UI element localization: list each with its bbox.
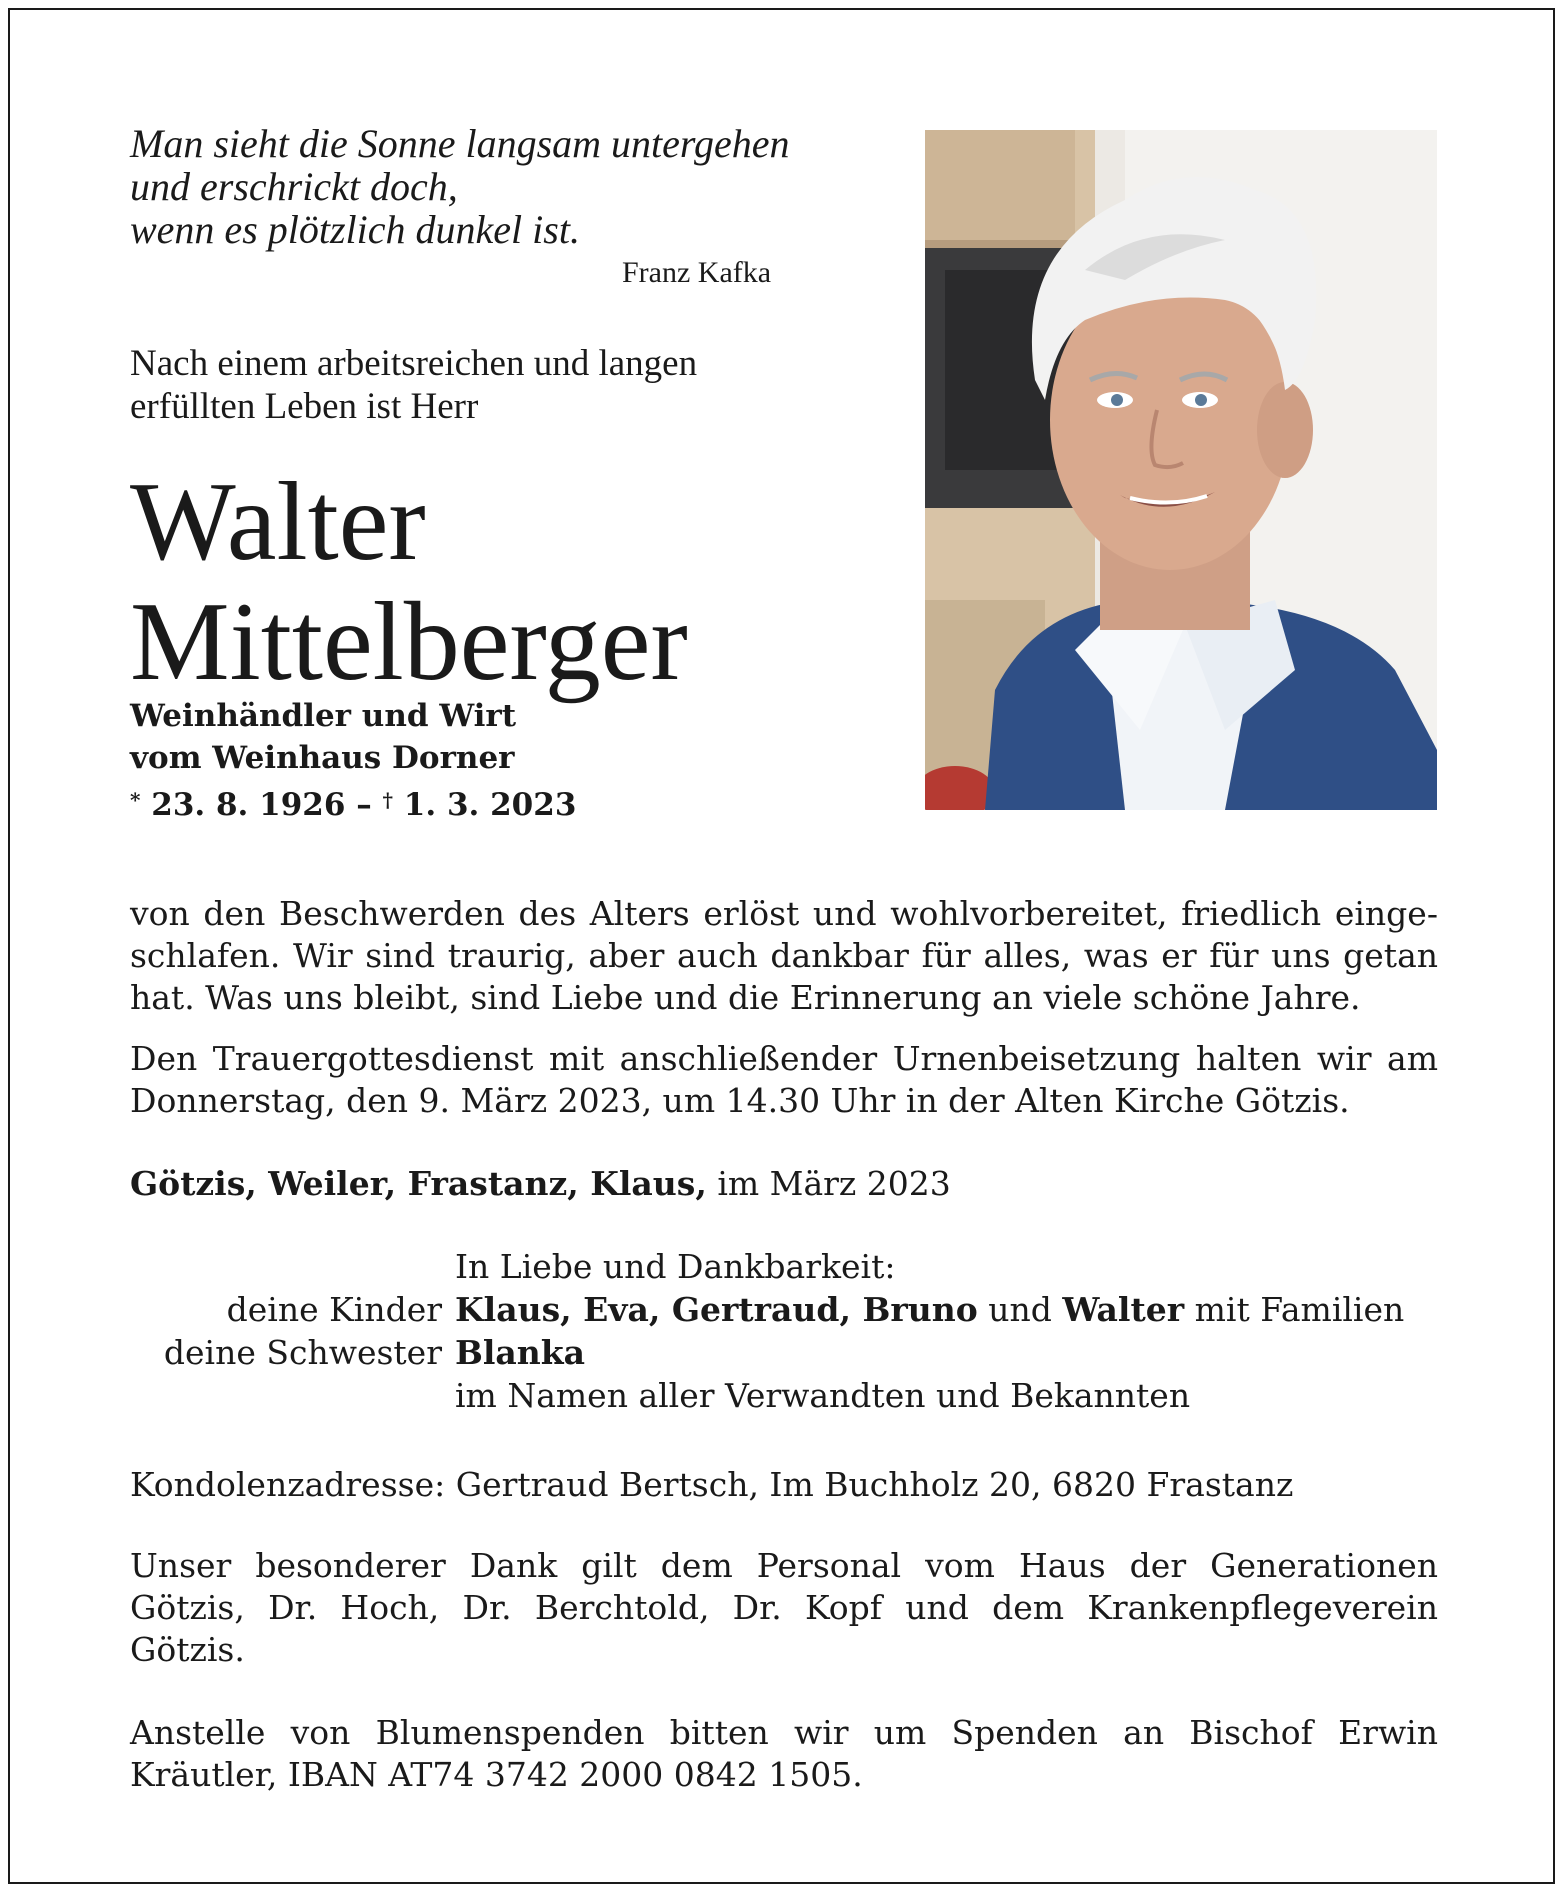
- paragraph-line: Götzis.: [130, 1630, 245, 1669]
- death-date: 1. 3. 2023: [403, 787, 577, 823]
- paragraph-line: Kräutler, IBAN AT74 3742 2000 0842 1505.: [130, 1755, 863, 1794]
- paragraph-line: von den Beschwerden des Alters erlöst und wohlvorbereitet, friedlich einge-: [130, 894, 1438, 933]
- main-paragraph: [130, 893, 1438, 1019]
- first-name: Walter: [130, 460, 426, 584]
- condolence-address: [130, 1464, 1438, 1506]
- life-dates: [130, 779, 576, 826]
- intro-text: [130, 342, 830, 428]
- deceased-name: [130, 462, 688, 702]
- paragraph-line: Donnerstag, den 9. März 2023, um 14.30 Uhr in der Alten Kirche Götzis.: [130, 1081, 1350, 1120]
- portrait-photo: [925, 130, 1437, 810]
- children-suffix: mit Familien: [1184, 1290, 1405, 1329]
- children-row: [130, 1288, 1438, 1331]
- signature-heading-row: [130, 1245, 1438, 1288]
- intro-line: Nach einem arbeitsreichen und langen: [130, 343, 698, 384]
- quote-line: und erschrickt doch,: [130, 164, 458, 209]
- service-paragraph: [130, 1038, 1438, 1122]
- intro-line: erfüllten Leben ist Herr: [130, 386, 479, 427]
- children-label: deine Kinder: [226, 1290, 442, 1329]
- children-last: Walter: [1062, 1290, 1185, 1329]
- paragraph-line: Götzis, Dr. Hoch, Dr. Berchtold, Dr. Kopf und dem Krankenpflegeverein: [130, 1588, 1438, 1627]
- month-year: im März 2023: [706, 1164, 951, 1203]
- paragraph-line: hat. Was uns bleibt, sind Liebe und die Erinnerung an viele schöne Jahre.: [130, 978, 1361, 1017]
- donations-paragraph: [130, 1712, 1438, 1796]
- quote-author: Franz Kafka: [622, 256, 772, 289]
- paragraph-line: schlafen. Wir sind traurig, aber auch dankbar für alles, was er für uns getan: [130, 936, 1438, 975]
- title-line-2: vom Weinhaus Dorner: [130, 740, 515, 776]
- places-line: [130, 1163, 1438, 1205]
- deceased-title: [130, 695, 576, 826]
- paragraph-line: Anstelle von Blumenspenden bitten wir um Spenden an Bischof Erwin: [130, 1713, 1438, 1752]
- thanks-paragraph: [130, 1545, 1438, 1671]
- birth-date: 23. 8. 1926: [151, 787, 346, 823]
- portrait-illustration: [925, 130, 1437, 810]
- places-date: [130, 1163, 1438, 1205]
- birth-symbol: *: [130, 788, 141, 812]
- death-symbol: †: [382, 788, 393, 812]
- condolence-line: Kondolenzadresse: Gertraud Bertsch, Im Buchholz 20, 6820 Frastanz: [130, 1465, 1294, 1504]
- paragraph-line: Den Trauergottesdienst mit anschließender Urnenbeisetzung halten wir am: [130, 1039, 1438, 1078]
- date-separator: –: [356, 787, 372, 823]
- sister-row: [130, 1331, 1438, 1374]
- kafka-quote: [130, 122, 830, 251]
- signature-heading: In Liebe und Dankbarkeit:: [455, 1247, 896, 1286]
- quote-line: Man sieht die Sonne langsam untergehen: [130, 121, 790, 166]
- children-and: und: [977, 1290, 1063, 1329]
- last-name: Mittelberger: [130, 580, 688, 704]
- sister-label: deine Schwester: [163, 1333, 442, 1372]
- signature-block: [130, 1245, 1438, 1417]
- relatives-row: [130, 1374, 1438, 1417]
- title-line-1: Weinhändler und Wirt: [130, 698, 517, 734]
- sister-name: Blanka: [455, 1333, 586, 1372]
- children-names: Klaus, Eva, Gertraud, Bruno: [455, 1290, 978, 1329]
- relatives: im Namen aller Verwandten und Bekannten: [455, 1376, 1191, 1415]
- quote-line: wenn es plötzlich dunkel ist.: [130, 207, 580, 252]
- places: Götzis, Weiler, Frastanz, Klaus,: [130, 1164, 707, 1203]
- paragraph-line: Unser besonderer Dank gilt dem Personal vom Haus der Generationen: [130, 1546, 1438, 1585]
